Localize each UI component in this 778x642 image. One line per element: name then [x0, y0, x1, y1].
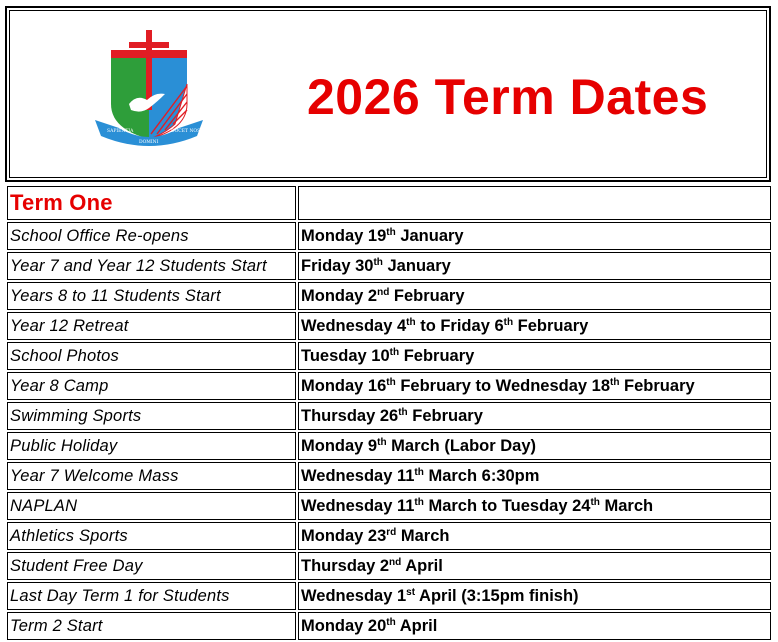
- table-header-row: [7, 186, 771, 220]
- term-heading-cell: [7, 186, 296, 220]
- table-row: [7, 612, 771, 640]
- date-text: March: [396, 526, 450, 545]
- event-cell: Last Day Term 1 for Students: [7, 582, 296, 610]
- table-row: [7, 492, 771, 520]
- event-cell: Term 2 Start: [7, 612, 296, 640]
- date-text: April (3:15pm finish): [415, 586, 579, 605]
- event-cell: Year 7 and Year 12 Students Start: [7, 252, 296, 280]
- date-ordinal-suffix: th: [377, 436, 387, 448]
- date-ordinal-suffix: nd: [389, 556, 402, 568]
- page-title: 2026 Term Dates: [307, 69, 709, 125]
- date-ordinal-suffix: th: [414, 466, 424, 478]
- date-text: Tuesday 10: [301, 346, 390, 365]
- date-cell: [298, 522, 771, 550]
- date-text: March (Labor Day): [386, 436, 537, 455]
- date-cell: [298, 222, 771, 250]
- date-text: Friday 30: [301, 256, 374, 275]
- table-row: [7, 372, 771, 400]
- date-text: to Friday 6: [415, 316, 504, 335]
- date-text: February: [389, 286, 465, 305]
- date-text: Wednesday 1: [301, 586, 407, 605]
- empty-heading-cell: [298, 186, 771, 220]
- event-cell: Year 7 Welcome Mass: [7, 462, 296, 490]
- date-ordinal-suffix: th: [398, 406, 408, 418]
- date-text: April: [401, 556, 443, 575]
- date-text: February: [513, 316, 589, 335]
- date-ordinal-suffix: th: [610, 376, 620, 388]
- date-ordinal-suffix: st: [406, 586, 416, 598]
- event-cell: NAPLAN: [7, 492, 296, 520]
- date-text: Monday 2: [301, 286, 378, 305]
- event-cell: Athletics Sports: [7, 522, 296, 550]
- table-row: [7, 402, 771, 430]
- table-row: [7, 282, 771, 310]
- date-text: Monday 23: [301, 526, 387, 545]
- date-ordinal-suffix: th: [386, 226, 396, 238]
- date-text: Thursday 26: [301, 406, 399, 425]
- date-ordinal-suffix: th: [406, 316, 416, 328]
- date-text: Monday 20: [301, 616, 387, 635]
- event-cell: School Office Re-opens: [7, 222, 296, 250]
- date-cell: [298, 282, 771, 310]
- date-cell: [298, 612, 771, 640]
- date-text: February: [407, 406, 483, 425]
- school-crest-logo: [89, 24, 209, 154]
- crest-cross-horizontal: [129, 42, 169, 48]
- event-cell: Public Holiday: [7, 432, 296, 460]
- date-cell: [298, 402, 771, 430]
- date-cell: [298, 432, 771, 460]
- date-text: March to Tuesday 24: [423, 496, 591, 515]
- date-text: Thursday 2: [301, 556, 390, 575]
- header-box: [5, 6, 771, 182]
- event-cell: Years 8 to 11 Students Start: [7, 282, 296, 310]
- table-row: [7, 462, 771, 490]
- table-row: [7, 522, 771, 550]
- event-cell: Swimming Sports: [7, 402, 296, 430]
- date-cell: [298, 252, 771, 280]
- date-ordinal-suffix: nd: [377, 286, 390, 298]
- table-row: [7, 252, 771, 280]
- crest-motto-2: DOMINI: [139, 140, 159, 145]
- date-cell: [298, 312, 771, 340]
- date-text: February to Wednesday 18: [395, 376, 611, 395]
- date-text: January: [395, 226, 464, 245]
- date-cell: [298, 552, 771, 580]
- date-text: Monday 16: [301, 376, 387, 395]
- event-cell: School Photos: [7, 342, 296, 370]
- date-text: Wednesday 11: [301, 496, 415, 515]
- date-cell: [298, 372, 771, 400]
- date-text: Wednesday 4: [301, 316, 407, 335]
- date-text: March: [599, 496, 654, 515]
- table-row: [7, 552, 771, 580]
- table-row: [7, 312, 771, 340]
- event-cell: Student Free Day: [7, 552, 296, 580]
- date-cell: [298, 462, 771, 490]
- date-ordinal-suffix: th: [503, 316, 514, 328]
- date-text: February: [399, 346, 475, 365]
- date-ordinal-suffix: th: [389, 346, 400, 358]
- date-text: Monday 9: [301, 436, 378, 455]
- date-ordinal-suffix: rd: [386, 526, 397, 538]
- event-cell: Year 12 Retreat: [7, 312, 296, 340]
- date-ordinal-suffix: th: [414, 496, 424, 508]
- crest-motto-1: SAPIENTIA: [107, 129, 134, 134]
- date-ordinal-suffix: th: [590, 496, 600, 508]
- date-ordinal-suffix: th: [386, 616, 396, 628]
- event-cell: Year 8 Camp: [7, 372, 296, 400]
- table-row: [7, 342, 771, 370]
- term-dates-table: [5, 184, 773, 642]
- date-text: January: [382, 256, 451, 275]
- date-cell: [298, 342, 771, 370]
- date-cell: [298, 582, 771, 610]
- date-text: Monday 19: [301, 226, 387, 245]
- date-text: February: [619, 376, 695, 395]
- date-ordinal-suffix: th: [386, 376, 396, 388]
- date-text: Wednesday 11: [301, 466, 415, 485]
- crest-motto-3: DOCET NOS: [171, 129, 201, 134]
- date-text: March 6:30pm: [423, 466, 540, 485]
- table-row: [7, 582, 771, 610]
- date-ordinal-suffix: th: [373, 256, 383, 268]
- date-cell: [298, 492, 771, 520]
- term-heading: Term One: [10, 190, 113, 215]
- table-row: [7, 432, 771, 460]
- table-row: [7, 222, 771, 250]
- date-text: April: [395, 616, 438, 635]
